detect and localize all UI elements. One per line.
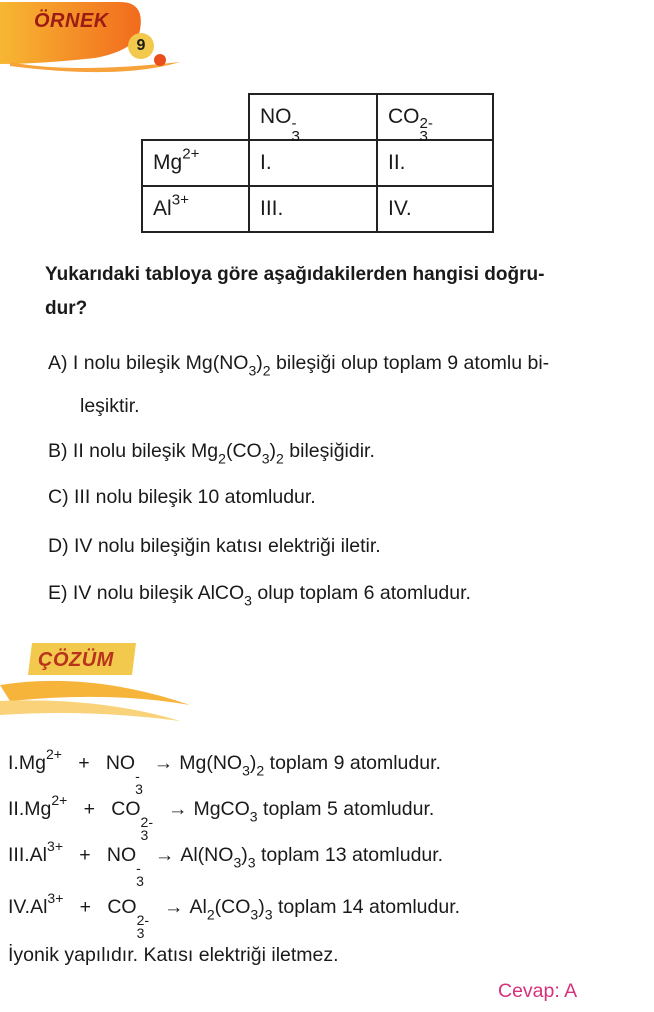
option-text: (CO [225,440,262,462]
question-text [45,258,645,326]
cation-charge: 3+ [47,890,64,907]
arrow-icon: → [164,896,184,918]
cation-symbol: Al [29,844,48,866]
solution-equation [8,792,435,843]
option-a-continuation: leşiktir. [80,395,140,417]
solution-equation [8,838,444,889]
cation-symbol: Al [153,197,172,220]
equation-number: I. [8,752,19,774]
plus-sign: + [63,896,108,918]
bullet-dot-icon [154,54,166,66]
arrow-icon: → [154,844,175,866]
subscript: 2 [276,450,284,467]
subscript: 3 [247,854,256,871]
option-text: B) II nolu bileşik Mg [48,440,219,462]
answer-label: Cevap: A [498,980,578,1002]
atom-count-text: toplam 9 atomludur. [264,752,441,774]
option-e [48,578,471,608]
table-col-header [377,94,493,146]
subscript: 3 [242,762,250,779]
option-text: ) [256,352,263,374]
subscript: 3 [249,808,258,825]
example-number: 9 [128,33,154,59]
solution-equation [8,890,461,941]
subscript: 3 [261,450,270,467]
cation-charge: 3+ [47,838,64,855]
product-formula: (CO [214,896,251,918]
option-d: D) IV nolu bileşiğin katısı elektriği iletir. [48,535,381,557]
cation-charge: 2+ [45,746,62,763]
option-text: olup toplam 6 atomludur. [251,582,471,604]
option-text: bileşiğidir. [283,440,375,462]
option-text: A) I nolu bileşik Mg(NO [48,352,249,374]
anion-symbol: NO [105,752,136,774]
product-formula: Al [189,896,207,918]
anion-charge: 2- [136,912,150,929]
solution-equation [8,746,441,797]
anion-charge: - [135,768,140,785]
product-formula: MgCO [193,798,250,820]
solution-label: ÇÖZÜM [38,649,114,671]
subscript: 3 [244,592,252,609]
product-formula: ) [249,752,257,774]
question-line: dur? [45,298,88,319]
subscript: 3 [248,362,257,379]
example-label: ÖRNEK [34,10,109,32]
product-formula: Al(NO [180,844,234,866]
anion-charge: - [136,860,141,877]
option-b [48,436,375,466]
ion-table [141,93,494,233]
anion-charge: 2- [140,814,153,831]
subscript: 2 [206,906,215,923]
anion-symbol: NO [260,105,292,128]
anion-subscript: 3 [136,872,144,889]
cation-symbol: Mg [24,798,52,820]
subscript: 2 [256,762,265,779]
arrow-icon: → [153,752,174,774]
plus-sign: + [63,844,107,866]
atom-count-text: toplam 5 atomludur. [257,798,435,820]
subscript: 2 [218,450,226,467]
cation-symbol: Mg [153,151,183,174]
table-cell: II. [377,140,493,186]
anion-charge: 2- [419,114,433,132]
option-text: E) IV nolu bileşik AlCO [48,582,245,604]
equation-number: III. [8,844,30,866]
plus-sign: + [61,752,106,774]
table-cell: III. [249,186,377,232]
atom-count-text: toplam 14 atomludur. [272,896,461,918]
table-col-header [249,94,377,146]
equation-number: IV. [8,896,31,918]
anion-subscript: 3 [291,128,300,146]
product-formula: ) [258,896,265,918]
option-c: C) III nolu bileşik 10 atomludur. [48,486,316,508]
anion-subscript: 3 [135,780,143,797]
anion-charge: - [291,114,297,132]
cation-symbol: Al [30,896,48,918]
product-formula: ) [241,844,248,866]
example-badge [0,0,200,80]
table-cell: IV. [377,186,493,232]
subscript: 3 [233,854,242,871]
plus-sign: + [67,798,112,820]
atom-count-text: toplam 13 atomludur. [255,844,444,866]
table-row-header [142,140,249,186]
option-a [48,348,648,378]
cation-symbol: Mg [18,752,46,774]
subscript: 3 [250,906,259,923]
cation-charge: 2+ [182,145,200,163]
subscript: 2 [262,362,271,379]
anion-symbol: CO [388,105,420,128]
option-text: ) [269,440,277,462]
product-formula: Mg(NO [179,752,243,774]
table-row [142,186,493,232]
anion-symbol: CO [107,896,137,918]
option-text: bileşiği olup toplam 9 atomlu bi- [270,352,550,374]
subscript: 3 [264,906,273,923]
arrow-icon: → [167,798,188,820]
equation-number: II. [8,798,25,820]
anion-symbol: NO [106,844,137,866]
table-empty-corner [142,94,249,140]
anion-subscript: 3 [140,826,149,843]
question-line: Yukarıdaki tabloya göre aşağıdakilerden hangisi doğru- [45,264,545,285]
table-row-header [142,186,249,232]
anion-subscript: 3 [136,924,145,941]
solution-badge [0,635,200,725]
table-cell: I. [249,140,377,186]
table-row [142,140,493,186]
cation-charge: 3+ [171,191,189,209]
anion-symbol: CO [111,798,141,820]
cation-charge: 2+ [51,792,68,809]
anion-subscript: 3 [419,128,428,146]
table-header-row [142,94,493,140]
solution-note: İyonik yapılıdır. Katısı elektriği iletmez. [8,944,339,966]
